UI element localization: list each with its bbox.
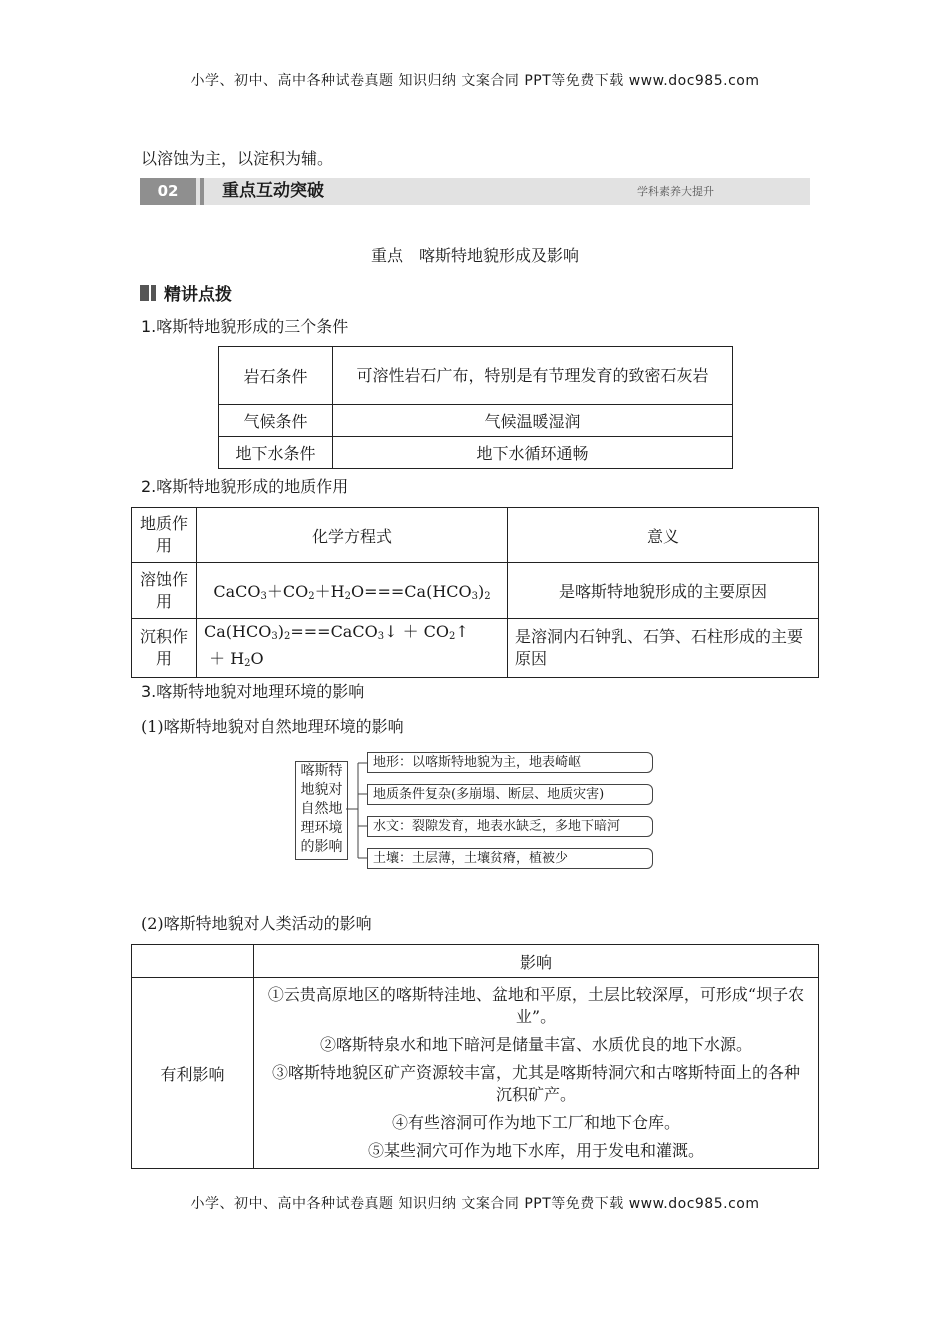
section-divider (200, 178, 204, 205)
part3-heading: 3.喀斯特地貌对地理环境的影响 (141, 682, 365, 701)
page-header: 小学、初中、高中各种试卷真题 知识归纳 文案合同 PPT等免费下载 www.doc985.com (190, 73, 760, 89)
table-row (132, 563, 819, 619)
list-item: ④有些溶洞可作为地下工厂和地下仓库。 (391, 1113, 680, 1132)
col-header: 地质作用 (132, 508, 197, 563)
section-banner (140, 178, 810, 205)
equation-deposition: $Ca(HCO_3)_2===CaCO_3↓$ ＋ $CO_2↑ + H_2O$ (197, 619, 508, 678)
equation-dissolution: $CaCO_3+CO_2+H_2O===Ca(HCO_3)_2$ (197, 563, 508, 619)
col-header: 化学方程式 (197, 508, 508, 563)
col-header: 影响 (254, 945, 819, 978)
table-row (132, 978, 819, 1169)
impact-items (254, 978, 819, 1169)
list-item: ③喀斯特地貌区矿产资源较丰富，尤其是喀斯特洞穴和古喀斯特面上的各种沉积矿产。 (271, 1063, 800, 1104)
table-row (132, 508, 819, 563)
empty-header-cell (132, 945, 254, 978)
row-label: 有利影响 (132, 978, 254, 1169)
list-item: ⑤某些洞穴可作为地下水库，用于发电和灌溉。 (367, 1141, 704, 1160)
section-number: 02 (140, 178, 196, 205)
human-impact-table (131, 944, 819, 1169)
diagram-item: 土壤：土层薄，土壤贫瘠，植被少 (367, 848, 653, 869)
list-item: ②喀斯特泉水和地下暗河是储量丰富、水质优良的地下水源。 (319, 1035, 752, 1054)
geology-table (131, 507, 819, 678)
diagram-main-line: 的影响 (300, 839, 343, 855)
condition-value: 可溶性岩石广布，特别是有节理发育的致密石灰岩 (333, 347, 733, 405)
intro-line: 以溶蚀为主，以淀积为辅。 (141, 149, 334, 168)
diagram-main-box (295, 761, 348, 860)
process-name: 溶蚀作用 (132, 563, 197, 619)
condition-label: 岩石条件 (219, 347, 333, 405)
diagram-main-line: 喀斯特 (300, 763, 343, 779)
process-meaning: 是溶洞内石钟乳、石笋、石柱形成的主要原因 (508, 619, 819, 678)
part3-sub2: (2)喀斯特地貌对人类活动的影响 (141, 914, 372, 933)
diagram-item: 水文：裂隙发育，地表水缺乏，多地下暗河 (367, 816, 653, 837)
part2-heading: 2.喀斯特地貌形成的地质作用 (141, 477, 349, 496)
table-row (132, 619, 819, 678)
condition-value: 气候温暖湿润 (333, 405, 733, 437)
condition-label: 气候条件 (219, 405, 333, 437)
table-row (219, 347, 733, 405)
table-row (219, 405, 733, 437)
page-footer: 小学、初中、高中各种试卷真题 知识归纳 文案合同 PPT等免费下载 www.doc985.com (190, 1196, 760, 1212)
diagram-main-line: 地貌对 (300, 782, 343, 798)
marker-label: 精讲点拨 (164, 285, 232, 305)
col-header: 意义 (508, 508, 819, 563)
list-item: ①云贵高原地区的喀斯特洼地、盆地和平原，土层比较深厚，可形成“坝子农业”。 (267, 985, 805, 1026)
marker-heading (140, 280, 232, 305)
condition-label: 地下水条件 (219, 437, 333, 469)
table-row (219, 437, 733, 469)
conditions-table (218, 346, 733, 469)
diagram-main-line: 自然地 (300, 801, 343, 817)
process-name: 沉积作用 (132, 619, 197, 678)
process-meaning: 是喀斯特地貌形成的主要原因 (508, 563, 819, 619)
table-row (132, 945, 819, 978)
diagram-item: 地质条件复杂(多崩塌、断层、地质灾害) (367, 784, 653, 805)
focus-title: 重点 喀斯特地貌形成及影响 (370, 246, 579, 265)
part1-heading: 1.喀斯特地貌形成的三个条件 (141, 317, 349, 336)
condition-value: 地下水循环通畅 (333, 437, 733, 469)
diagram-main-line: 理环境 (300, 820, 343, 836)
section-subtitle: 学科素养大提升 (637, 185, 714, 198)
diagram-item: 地形：以喀斯特地貌为主，地表崎岖 (367, 752, 653, 773)
part3-sub1: (1)喀斯特地貌对自然地理环境的影响 (141, 717, 404, 736)
marker-icon (140, 285, 156, 301)
section-title: 重点互动突破 (222, 181, 324, 201)
